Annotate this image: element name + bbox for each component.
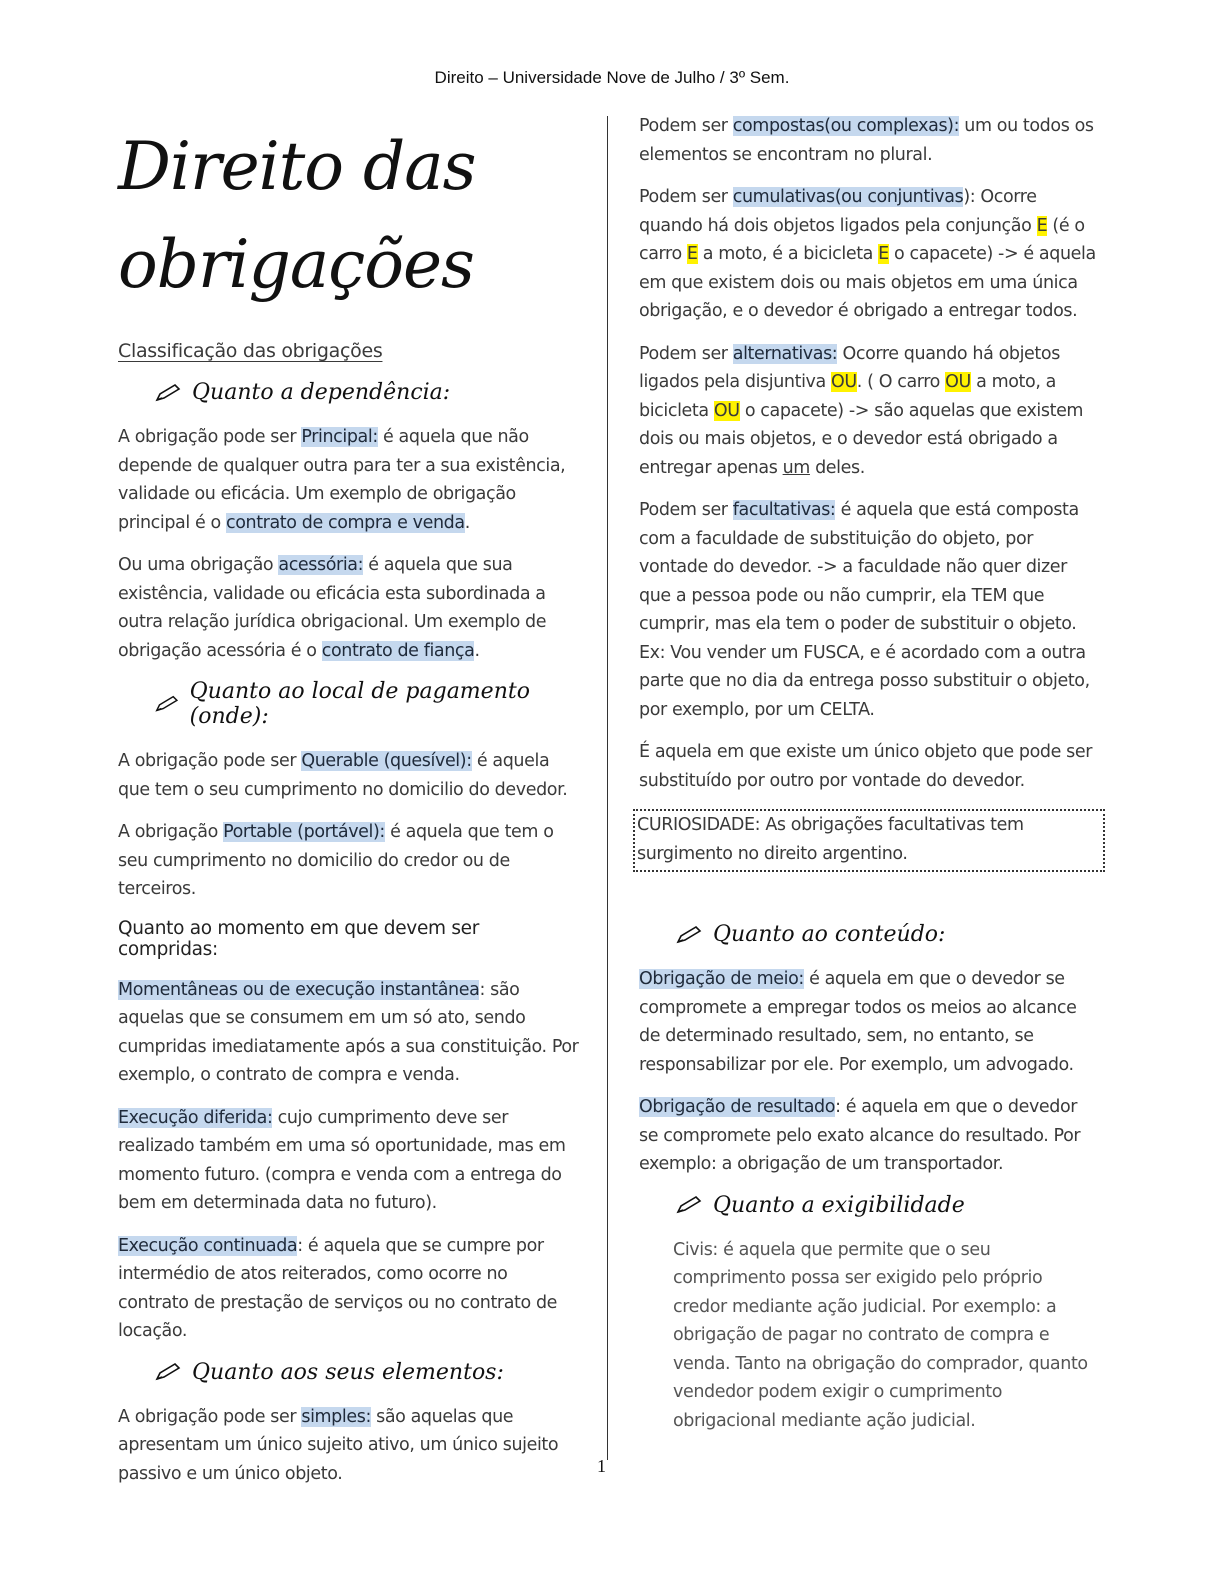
text: a moto, a bicicleta <box>639 372 1056 421</box>
text: é aquela que tem o seu cumprimento no domicilio do devedor. <box>118 751 568 800</box>
highlight: contrato de fiança <box>321 640 475 661</box>
text: . ( O carro <box>856 372 946 392</box>
paragraph-principal <box>118 423 580 537</box>
pencil-icon <box>675 925 703 945</box>
highlight: cumulativas(ou conjuntivas <box>732 187 964 207</box>
text: é aquela que não depende de qualquer outra para ter a sua existência, validade ou eficácia. Um exemplo de obrigação principal é o <box>118 427 566 533</box>
paragraph-unico-objeto: É aquela em que existe um único objeto que pode ser substituído por outro por vontade do devedor. <box>639 742 1093 791</box>
paragraph-cumulativas <box>639 183 1099 326</box>
text: (é o carro <box>639 215 1085 264</box>
text: o capacete) -> é aquela em que existem dois ou mais objetos em uma única obrigação, e o devedor é obrigado a entregar todos. <box>639 244 1096 321</box>
pencil-icon <box>154 383 182 403</box>
text: um ou todos os elementos se encontram no plural. <box>639 116 1094 165</box>
text: . <box>474 640 480 661</box>
curiosity-box <box>633 809 1105 872</box>
text: : é aquela que se cumpre por intermédio de atos reiterados, como ocorre no contrato de prestação de serviços ou no contrato de locação. <box>118 1235 558 1341</box>
yellow-highlight: E <box>1036 215 1048 236</box>
text: Ou uma obrigação <box>118 555 279 575</box>
title-line-1: Direito das <box>118 128 476 205</box>
highlight: facultativas: <box>732 500 836 520</box>
heading-text: Quanto ao local de pagamento (onde): <box>189 679 530 729</box>
title-line-2: obrigações <box>118 226 474 303</box>
right-column <box>639 112 1099 1449</box>
text: Ocorre quando há objetos ligados pela disjuntiva <box>639 343 1060 392</box>
text: são aquelas que apresentam um único sujeito ativo, um único sujeito passivo e um único objeto. <box>118 1406 559 1484</box>
underlined-text: um <box>782 457 810 478</box>
highlight: contrato de compra e venda <box>226 512 465 533</box>
heading-momento: Quanto ao momento em que devem ser compridas: <box>118 917 480 960</box>
highlight: Portable (portável): <box>223 822 385 842</box>
highlight: Obrigação de resultado <box>639 1097 836 1117</box>
paragraph-querable <box>118 747 580 804</box>
highlight: Principal: <box>301 427 378 447</box>
heading-text: Quanto a exigibilidade <box>713 1192 965 1218</box>
highlight: Querable (quesível): <box>301 751 472 771</box>
page-number: 1 <box>597 1456 606 1476</box>
text: é aquela que sua existência, validade ou eficácia esta subordinada a outra relação jurídica obrigacional. Um exemplo de obrigação acessória é o <box>118 555 547 661</box>
highlight: Obrigação de meio: <box>639 969 804 989</box>
text: A obrigação <box>118 822 224 842</box>
paragraph-portable <box>118 818 580 904</box>
text: . <box>464 512 470 533</box>
paragraph-compostas <box>639 112 1099 169</box>
text: ): Ocorre quando há dois objetos ligados pela conjunção <box>639 187 1037 236</box>
paragraph-resultado <box>639 1093 1099 1179</box>
highlight: Momentâneas ou de execução instantânea <box>118 979 480 1000</box>
yellow-highlight: OU <box>830 372 857 392</box>
paragraph-continuada <box>118 1232 580 1346</box>
paragraph-diferida <box>118 1104 580 1218</box>
heading-conteudo <box>675 922 1099 947</box>
paragraph-acessoria <box>118 551 580 665</box>
highlight: simples: <box>301 1406 371 1427</box>
paragraph-facultativas <box>639 496 1099 724</box>
left-column <box>118 112 580 1502</box>
heading-exigibilidade <box>675 1193 1099 1218</box>
text: é aquela que está composta com a faculdade de substituição do objeto, por vontade do devedor. -> a faculdade não quer dizer que a pessoa pode ou não cumprir, ela TEM que cumprir, mas ela tem o poder de substituir o objeto. Ex: Vou vender um FUSCA, e é acordado com a outra parte que no dia da entrega posso substituir o objeto, por exemplo, por um CELTA. <box>639 500 1090 720</box>
text: Podem ser <box>639 500 733 520</box>
highlight: compostas(ou complexas): <box>732 116 960 136</box>
section-title: Classificação das obrigações <box>118 340 383 362</box>
text: A obrigação pode ser <box>118 751 302 771</box>
heading-text: Quanto a dependência: <box>192 380 451 405</box>
text: Podem ser <box>639 116 733 136</box>
document-title <box>118 118 580 314</box>
text: a moto, é a bicicleta <box>697 244 879 264</box>
heading-local-pagamento <box>154 679 580 729</box>
text: Podem ser <box>639 343 733 364</box>
pencil-icon <box>154 694 180 714</box>
text: A obrigação pode ser <box>118 1406 302 1427</box>
paragraph-alternativas <box>639 340 1099 483</box>
paragraph-simples <box>118 1403 580 1489</box>
text: : são aquelas que se consumem em um só ato, sendo cumpridas imediatamente após a sua constituição. Por exemplo, o contrato de compra e venda. <box>118 979 579 1085</box>
highlight: Execução diferida: <box>118 1107 273 1128</box>
heading-text: Quanto aos seus elementos: <box>192 1359 504 1385</box>
yellow-highlight: OU <box>713 400 740 421</box>
text: é aquela em que o devedor se compromete a empregar todos os meios ao alcance de determinado resultado, sem, no entanto, se responsabilizar por ele. Por exemplo, um advogado. <box>639 969 1077 1075</box>
text: é aquela que tem o seu cumprimento no domicilio do credor ou de terceiros. <box>118 822 554 899</box>
paragraph-momentaneas <box>118 976 580 1090</box>
heading-dependencia <box>154 380 580 405</box>
text: A obrigação pode ser <box>118 427 302 447</box>
text: o capacete) -> são aquelas que existem dois ou mais objetos, e o devedor está obrigado a entregar apenas <box>639 400 1084 478</box>
highlight: alternativas: <box>732 343 838 364</box>
pencil-icon <box>154 1362 182 1382</box>
yellow-highlight: E <box>878 244 889 264</box>
heading-elementos <box>154 1360 580 1385</box>
yellow-highlight: OU <box>945 372 971 392</box>
highlight: Execução continuada <box>118 1235 298 1256</box>
highlight: acessória: <box>278 555 364 575</box>
column-divider <box>607 116 608 1460</box>
text: Podem ser <box>639 187 733 207</box>
pencil-icon <box>675 1195 703 1215</box>
text: : é aquela em que o devedor se compromete pelo exato alcance do resultado. Por exemplo: a obrigação de um transportador. <box>639 1097 1081 1174</box>
text: deles. <box>809 457 865 478</box>
heading-text: Quanto ao conteúdo: <box>713 922 946 947</box>
text: cujo cumprimento deve ser realizado também em uma só oportunidade, mas em momento futuro. (compra e venda com a entrega do bem em determinada data no futuro). <box>118 1107 566 1213</box>
paragraph-civis: Civis: é aquela que permite que o seu comprimento possa ser exigido pelo próprio credor mediante ação judicial. Por exemplo: a obrigação de pagar no contrato de compra e venda. Tanto na obrigação do comprador, quanto vendedor podem exigir o cumprimento obrigacional mediante ação judicial. <box>673 1239 1088 1431</box>
paragraph-meio <box>639 965 1099 1079</box>
page-header: Direito – Universidade Nove de Julho / 3º Sem. <box>434 68 790 87</box>
yellow-highlight: E <box>686 244 698 264</box>
curiosity-text: CURIOSIDADE: As obrigações facultativas tem surgimento no direito argentino. <box>637 815 1024 864</box>
